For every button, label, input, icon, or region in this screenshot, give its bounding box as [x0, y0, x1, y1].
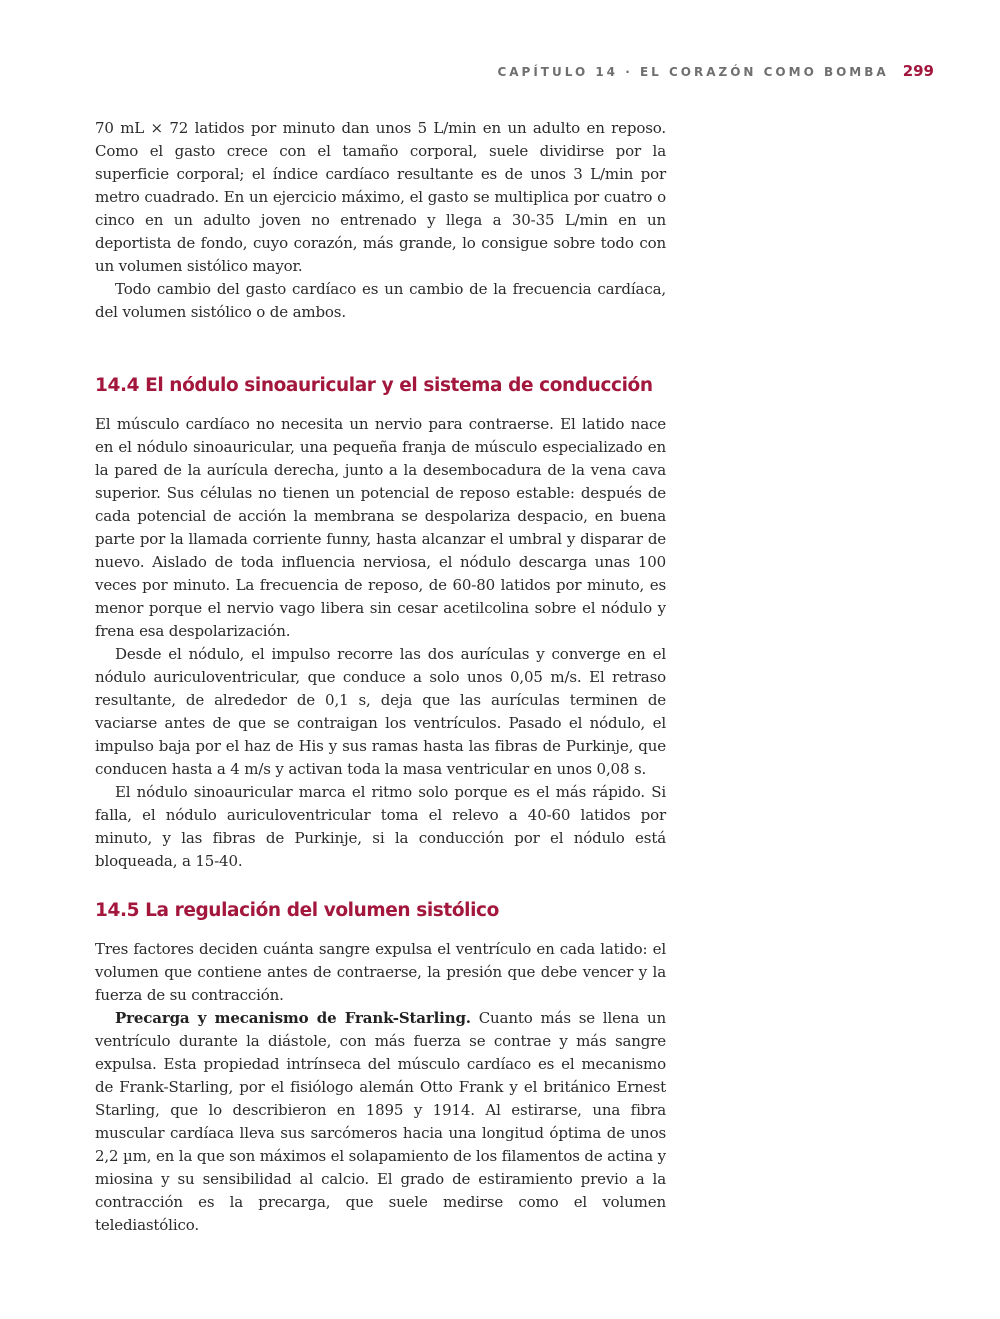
frank-starling-body: Cuanto más se llena un ventrículo durante la diástole, con más fuerza se contrae y más sangre expulsa. Esta propiedad intrínseca del músculo cardíaco es el mecanismo de Frank-Starling, por el fisiólogo alemán Otto Frank y el británico Ernest Starling, que lo describieron en 1895 y 1914. Al estirarse, una fibra muscular cardíaca lleva sus sarcómeros hacia una longitud óptima de unos 2,2 µm, en la que son máximos el solapamiento de los filamentos de actina y miosina y su sensibilidad al calcio. El grado de estiramiento previo a la contracción es la precarga, que suele medirse como el volumen telediastólico.	[95, 1009, 666, 1234]
section-14-4	[95, 374, 666, 398]
section-14-5	[95, 899, 666, 923]
frank-starling-lead: Precarga y mecanismo de Frank-Starling.	[115, 1009, 471, 1027]
section-14-5-body	[95, 938, 666, 1237]
chapter-label: CAPÍTULO 14 · EL CORAZÓN COMO BOMBA	[497, 65, 889, 79]
section-14-4-heading: 14.4 El nódulo sinoauricular y el sistema de conducción	[95, 375, 653, 396]
section-14-4-paragraph-3: El nódulo sinoauricular marca el ritmo solo porque es el más rápido. Si falla, el nódulo auriculoventricular toma el relevo a 40-60 latidos por minuto, y las fibras de Purkinje, si la conducción por el nódulo está bloqueada, a 15-40.	[95, 783, 666, 870]
section-14-4-paragraph-1: El músculo cardíaco no necesita un nervio para contraerse. El latido nace en el nódulo sinoauricular, una pequeña franja de músculo especializado en la pared de la aurícula derecha, junto a la desembocadura de la vena cava superior. Sus células no tienen un potencial de reposo estable: después de cada potencial de acción la membrana se despolariza despacio, en buena parte por la llamada corriente funny, hasta alcanzar el umbral y disparar de nuevo. Aislado de toda influencia nerviosa, el nódulo descarga unas 100 veces por minuto. La frecuencia de reposo, de 60-80 latidos por minuto, es menor porque el nervio vago libera sin cesar acetilcolina sobre el nódulo y frena esa despolarización.	[95, 415, 666, 640]
page-number: 299	[902, 62, 934, 80]
section-14-5-heading: 14.5 La regulación del volumen sistólico	[95, 900, 499, 921]
intro-paragraph-2: Todo cambio del gasto cardíaco es un cambio de la frecuencia cardíaca, del volumen sistólico o de ambos.	[95, 280, 666, 321]
section-14-4-paragraph-2: Desde el nódulo, el impulso recorre las dos aurículas y converge en el nódulo auriculoventricular, que conduce a solo unos 0,05 m/s. El retraso resultante, de alrededor de 0,1 s, deja que las aurículas terminen de vaciarse antes de que se contraigan los ventrículos. Pasado el nódulo, el impulso baja por el haz de His y sus ramas hasta las fibras de Purkinje, que conducen hasta a 4 m/s y activan toda la masa ventricular en unos 0,08 s.	[95, 645, 666, 778]
section-14-5-paragraph-2	[95, 1007, 666, 1237]
section-14-5-paragraph-1: Tres factores deciden cuánta sangre expulsa el ventrículo en cada latido: el volumen que contiene antes de contraerse, la presión que debe vencer y la fuerza de su contracción.	[95, 940, 666, 1004]
running-head	[497, 62, 934, 80]
section-14-4-body	[95, 413, 666, 873]
intro-paragraph-1: 70 mL × 72 latidos por minuto dan unos 5 L/min en un adulto en reposo. Como el gasto crece con el tamaño corporal, suele dividirse por la superficie corporal; el índice cardíaco resultante es de unos 3 L/min por metro cuadrado. En un ejercicio máximo, el gasto se multiplica por cuatro o cinco en un adulto joven no entrenado y llega a 30-35 L/min en un deportista de fondo, cuyo corazón, más grande, lo consigue sobre todo con un volumen sistólico mayor.	[95, 119, 666, 275]
intro-block	[95, 117, 666, 324]
